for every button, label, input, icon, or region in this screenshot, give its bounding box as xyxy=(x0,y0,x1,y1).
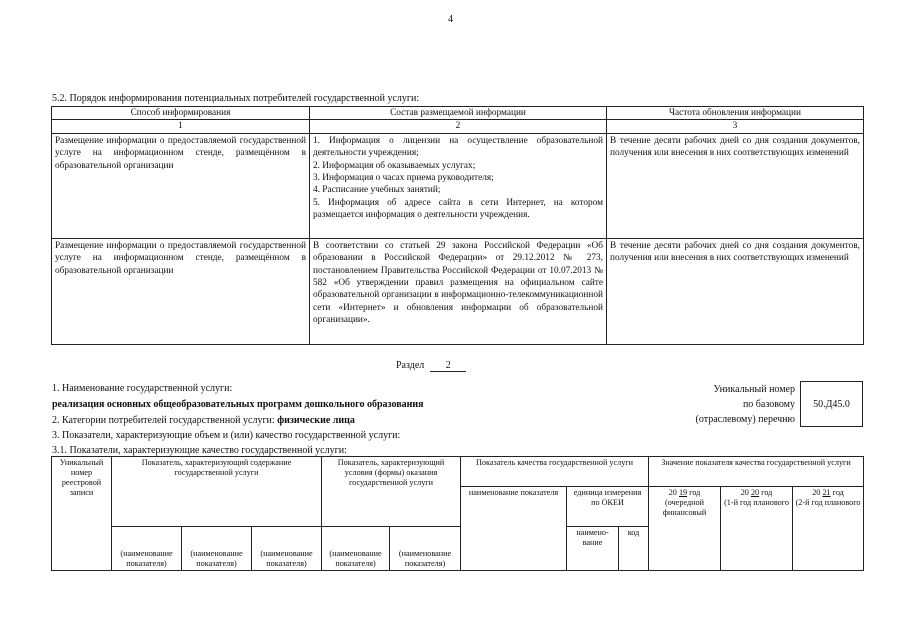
col-unique-number: Уникальный номер реестровой записи xyxy=(52,457,112,571)
col-quality-indicator: Показатель качества государственной услуги xyxy=(461,457,649,487)
conditions-indicator-1: (наименование показателя) xyxy=(322,527,390,571)
consumer-category-value: физические лица xyxy=(277,415,355,426)
table-row xyxy=(52,133,864,238)
col-content-indicator: Показатель, характеризующий содержание государственной услуги xyxy=(112,457,322,527)
content-line: 2. Информация об оказываемых услугах; xyxy=(313,160,476,171)
section-title xyxy=(396,360,466,372)
method-cell: Размещение информации о предоставляемой государственной услуге на информационном стенде, размещённом в образовательной организации xyxy=(52,238,310,344)
col-quality-values: Значение показателя качества государственной услуги xyxy=(649,457,864,487)
registry-number-label xyxy=(696,382,795,427)
section-number: 2 xyxy=(430,360,466,372)
col-year-3: 20 21 год (2-й год планового xyxy=(793,487,864,571)
registry-code-box: 50.Д45.0 xyxy=(800,381,863,427)
content-line: 5. Информация об адресе сайта в сети Интернет, на котором размещается информация о деятельности учреждения. xyxy=(313,197,603,221)
frequency-cell: В течение десяти рабочих дней со дня создания документов, получения или внесения в них соответствующих изменений xyxy=(607,238,864,344)
conditions-indicator-2: (наименование показателя) xyxy=(390,527,461,571)
col-year-1: 20 19 год (очередной финансовый xyxy=(649,487,721,571)
registry-label-line: Уникальный номер xyxy=(713,384,795,395)
section-label: Раздел xyxy=(396,360,425,371)
col-indicator-name: наименование показателя xyxy=(461,487,567,571)
quality-indicators-label: 3.1. Показатели, характеризующие качество государственной услуги: xyxy=(52,445,347,456)
col-number-1: 1 xyxy=(52,120,310,133)
year-value: 21 xyxy=(822,488,831,497)
year-value: 19 xyxy=(678,488,688,497)
content-indicator-2: (наименование показателя) xyxy=(182,527,252,571)
service-name-value: реализация основных общеобразовательных программ дошкольного образования xyxy=(52,399,424,410)
col-unit-okei: единица измерения по ОКЕИ xyxy=(567,487,649,527)
indicators-label: 3. Показатели, характеризующие объем и (или) качество государственной услуги: xyxy=(52,430,401,441)
content-cell: В соответствии со статьей 29 закона Российской Федерации «Об образовании в Российской Федерации» от 29.12.2012 № 273, постановлением Правительства Российской Федерации от 10.07.2013 № 582 «Об утверждении правил размещения на официальном сайте образовательной организации в информационно-телекоммуникационной сети «Интернет» и обновления информации об образовательной организации». xyxy=(310,238,607,344)
page-number: 4 xyxy=(448,14,453,25)
quality-header-row-1 xyxy=(52,457,864,487)
col-number-2: 2 xyxy=(310,120,607,133)
col-header-content: Состав размещаемой информации xyxy=(310,107,607,120)
quality-table xyxy=(51,456,864,571)
col-number-3: 3 xyxy=(607,120,864,133)
content-line: 3. Информация о часах приема руководителя; xyxy=(313,173,494,184)
col-year-2: 20 20 год (1-й год планового xyxy=(721,487,793,571)
service-name-label: 1. Наименование государственной услуги: xyxy=(52,383,233,394)
method-cell: Размещение информации о предоставляемой государственной услуге на информационном стенде, размещённом в образовательной организации xyxy=(52,133,310,238)
registry-label-line: (отраслевому) перечню xyxy=(695,414,795,425)
content-line: 4. Расписание учебных занятий; xyxy=(313,185,441,196)
content-cell xyxy=(310,133,607,238)
section-5-2-heading: 5.2. Порядок информирования потенциальных потребителей государственной услуги: xyxy=(52,93,420,104)
informing-number-row xyxy=(52,120,864,133)
col-header-frequency: Частота обновления информации xyxy=(607,107,864,120)
content-indicator-3: (наименование показателя) xyxy=(252,527,322,571)
col-conditions-indicator: Показатель, характеризующий условия (формы) оказания государственной услуги xyxy=(322,457,461,527)
informing-table xyxy=(51,106,864,345)
table-row xyxy=(52,238,864,344)
consumer-category xyxy=(52,415,355,426)
year-value: 20 xyxy=(750,488,760,497)
frequency-cell: В течение десяти рабочих дней со дня создания документов, получения или внесения в них соответствующих изменений xyxy=(607,133,864,238)
informing-header-row xyxy=(52,107,864,120)
content-line: 1. Информация о лицензии на осуществление образовательной деятельности учреждения; xyxy=(313,135,603,159)
col-header-method: Способ информирования xyxy=(52,107,310,120)
registry-label-line: по базовому xyxy=(742,399,795,410)
content-indicator-1: (наименование показателя) xyxy=(112,527,182,571)
col-unit-code: код xyxy=(619,527,649,571)
consumer-category-label: 2. Категории потребителей государственной услуги: xyxy=(52,415,275,426)
col-unit-name: наимено-вание xyxy=(567,527,619,571)
